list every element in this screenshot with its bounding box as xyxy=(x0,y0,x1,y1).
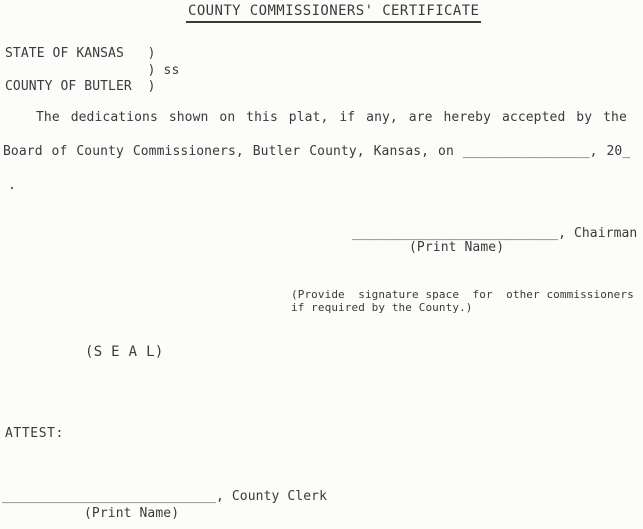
body-paragraph-line-1: The dedications shown on this plat, if any, are hereby accepted by the xyxy=(36,110,627,125)
clerk-signature-line: ___________________________, County Clerk xyxy=(2,489,327,504)
clerk-print-name-label: (Print Name) xyxy=(84,506,180,521)
note-line-2: if required by the County.) xyxy=(291,301,473,314)
commissioners-note xyxy=(291,288,634,314)
body-paragraph-line-3: . xyxy=(8,178,16,193)
attest-label: ATTEST: xyxy=(5,426,64,441)
body-paragraph-line-2: Board of County Commissioners, Butler County, Kansas, on ________________, 20_ xyxy=(3,144,631,159)
venue-block xyxy=(5,46,179,96)
chairman-signature-line: __________________________, Chairman xyxy=(352,226,638,241)
chairman-print-name-label: (Print Name) xyxy=(409,240,505,255)
venue-county-line: COUNTY OF BUTLER ) xyxy=(5,79,156,94)
venue-ss-line: ) ss xyxy=(5,62,180,78)
venue-state-line: STATE OF KANSAS ) xyxy=(5,46,156,61)
page-title: COUNTY COMMISSIONERS' CERTIFICATE xyxy=(186,4,481,23)
seal-label: (S E A L) xyxy=(85,344,164,360)
note-line-1: (Provide signature space for other commissioners xyxy=(291,288,634,301)
